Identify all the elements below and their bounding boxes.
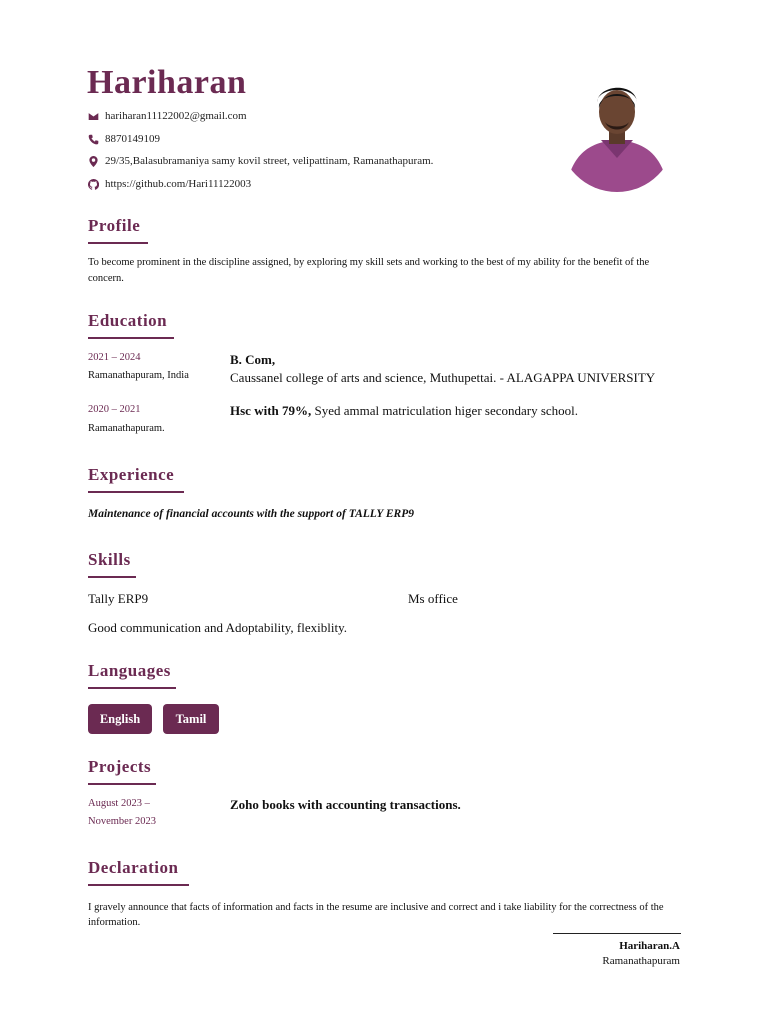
education-heading-text: Education xyxy=(88,311,168,330)
profile-photo xyxy=(557,78,677,192)
skill-extra: Good communication and Adoptability, flexiblity. xyxy=(88,620,347,635)
section-underline xyxy=(88,687,176,689)
phone-text: 8870149109 xyxy=(105,133,160,145)
projects-heading-text: Projects xyxy=(88,757,152,776)
education-degree: B. Com, xyxy=(230,352,276,367)
contact-phone[interactable] xyxy=(88,133,160,145)
project-date-end: November 2023 xyxy=(88,816,156,827)
signature-place: Ramanathapuram xyxy=(602,955,680,967)
section-underline xyxy=(88,242,148,244)
phone-icon xyxy=(88,134,99,145)
profile-text: To become prominent in the discipline assigned, by exploring my skill sets and working to the best of my ability for the benefit of the concern. xyxy=(88,257,650,284)
declaration-heading xyxy=(88,858,178,878)
languages-heading-text: Languages xyxy=(88,661,171,680)
skills-heading xyxy=(88,550,131,570)
education-degree: Hsc with 79%, xyxy=(230,403,312,418)
signature-line xyxy=(553,933,681,934)
language-badge-english: English xyxy=(88,704,152,734)
projects-heading xyxy=(88,757,151,777)
experience-heading xyxy=(88,465,174,485)
section-underline xyxy=(88,491,184,493)
contact-email[interactable] xyxy=(88,110,247,122)
github-icon xyxy=(88,179,99,190)
language-badge-tamil: Tamil xyxy=(163,704,219,734)
address-text: 29/35,Balasubramaniya samy kovil street, velipattinam, Ramanathapuram. xyxy=(105,155,434,167)
education-date: 2020 – 2021 xyxy=(88,404,141,415)
education-entry xyxy=(230,403,578,419)
contact-address xyxy=(88,155,433,167)
education-detail: Caussanel college of arts and science, Muthupettai. - ALAGAPPA UNIVERSITY xyxy=(230,370,656,385)
project-title: Zoho books with accounting transactions. xyxy=(230,797,461,812)
experience-heading-text: Experience xyxy=(88,465,175,484)
candidate-name: Hariharan xyxy=(87,64,247,101)
declaration-heading-text: Declaration xyxy=(88,858,179,877)
envelope-icon xyxy=(88,111,99,122)
section-underline xyxy=(88,337,174,339)
education-location: Ramanathapuram. xyxy=(88,423,165,434)
section-underline xyxy=(88,884,189,886)
profile-heading xyxy=(88,216,140,236)
contact-github[interactable] xyxy=(88,178,251,190)
section-underline xyxy=(88,783,156,785)
skills-heading-text: Skills xyxy=(88,550,131,569)
section-underline xyxy=(88,576,136,578)
education-date: 2021 – 2024 xyxy=(88,352,141,363)
profile-heading-text: Profile xyxy=(88,216,141,235)
skill-item: Ms office xyxy=(408,591,458,606)
declaration-text: I gravely announce that facts of information and facts in the resume are inclusive and correct and i take liability for the correctness of the information. xyxy=(88,902,664,928)
languages-heading xyxy=(88,661,171,681)
education-heading xyxy=(88,311,167,331)
education-location: Ramanathapuram, India xyxy=(88,370,189,381)
github-link: https://github.com/Hari11122003 xyxy=(105,178,252,190)
signature-name: Hariharan.A xyxy=(619,940,680,952)
location-pin-icon xyxy=(88,156,99,167)
project-date-start: August 2023 – xyxy=(88,798,150,809)
email-text: hariharan11122002@gmail.com xyxy=(105,110,247,122)
skill-item: Tally ERP9 xyxy=(88,591,149,606)
experience-text: Maintenance of financial accounts with the support of TALLY ERP9 xyxy=(88,508,414,520)
education-detail: Syed ammal matriculation higer secondary school. xyxy=(311,403,579,418)
